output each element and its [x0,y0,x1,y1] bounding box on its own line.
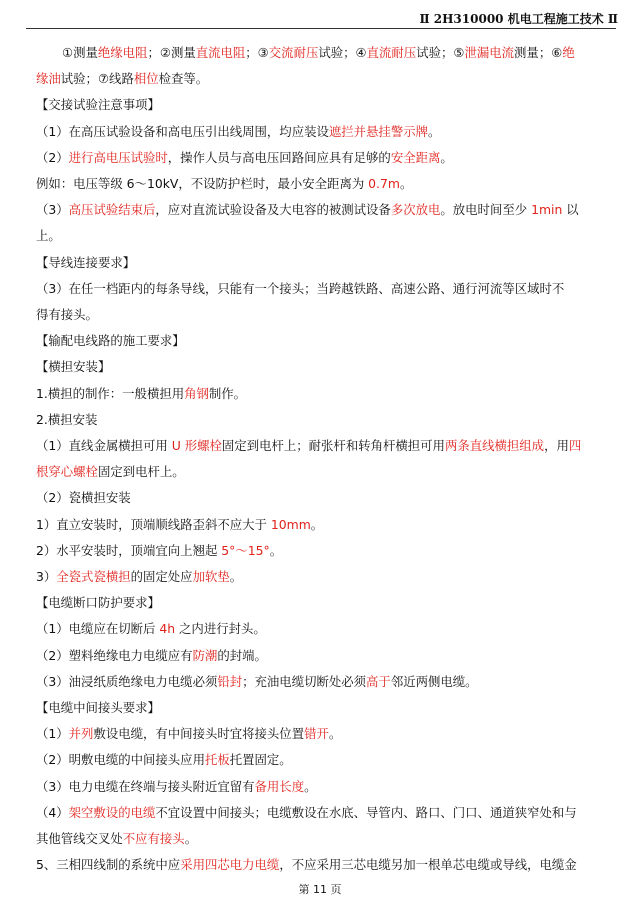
text-segment: 5、三相四线制的系统中应 [36,857,181,873]
text-line [36,695,604,721]
text-line [36,485,604,511]
highlighted-term: 相位 [133,71,159,87]
text-segment: （2） [36,149,69,165]
text-line [36,145,604,171]
text-segment: （4） [36,804,69,820]
text-segment: 固定到电杆上。 [97,464,185,480]
text-line [36,354,604,380]
text-line [36,616,604,642]
highlighted-term: 备用长度 [254,778,305,794]
text-line [36,643,604,669]
text-segment: ，用 [544,438,569,454]
text-segment: （2）瓷横担安装 [36,490,131,506]
text-segment: 。 [328,726,342,742]
text-segment: 。 [440,149,453,165]
highlighted-term: 架空敷设的电缆 [68,804,156,820]
highlighted-term: 交流耐压 [268,45,319,60]
text-segment: （1）电缆应在切断后 [36,621,160,637]
text-segment: （3）油浸纸质绝缘电力电缆必须 [36,673,218,689]
text-segment: （3）电力电缆在终端与接头附近宜留有 [36,778,255,794]
highlighted-term: 根穿心螺栓 [36,464,98,480]
highlighted-term: 采用四芯电力电缆 [180,857,280,873]
text-segment: 制作。 [208,385,247,401]
highlighted-term: 1min [531,202,563,218]
text-segment: 。 [428,123,441,139]
highlighted-term: 高于 [366,673,391,689]
page-body [36,40,604,879]
text-line [36,800,604,826]
text-segment: 上。 [36,228,61,244]
highlighted-term: 两条直线横担组成 [444,438,545,454]
text-segment: 的固定处应 [130,569,193,585]
text-segment: 【交接试验注意事项】 [36,97,160,113]
highlighted-term: 防潮 [192,647,218,663]
text-segment: 其他管线交叉处 [36,831,123,847]
text-segment: 3） [36,569,57,585]
highlighted-term: 5°～15° [221,542,270,558]
text-line [36,119,604,145]
highlighted-term: 加软垫 [192,569,230,585]
text-line [36,564,604,590]
text-line [36,747,604,773]
text-segment: 【输配电线路的施工要求】 [36,333,185,349]
text-line [36,669,604,695]
highlighted-term: 角钢 [184,385,209,401]
text-segment: 。放电时间至少 [440,202,532,218]
text-line [36,407,604,433]
text-line [36,590,604,616]
text-segment: ，操作人员与高电压回路间应具有足够的 [167,149,391,165]
highlighted-term: 全瓷式瓷横担 [56,569,131,585]
text-segment: （1）在高压试验设备和高电压引出线周围，均应装设 [36,123,329,139]
text-line [36,92,604,118]
text-line [36,852,604,878]
text-line [36,66,604,92]
highlighted-term: 不应有接头 [122,831,185,847]
text-segment: ；充油电缆切断处必须 [242,673,367,689]
text-segment: 检查等。 [158,71,209,87]
highlighted-term: U 形螺栓 [171,438,222,454]
text-line [36,433,604,459]
text-segment: 。 [310,516,324,532]
text-line [36,774,604,800]
text-segment: （1）直线金属横担可用 [36,438,172,454]
text-segment: 2）水平安装时，顶端宜向上翘起 [36,542,222,558]
highlighted-term: 遮拦并悬挂警示牌 [328,123,428,139]
highlighted-term: 四 [568,438,582,454]
text-segment: 。 [399,176,413,192]
text-segment: 不宜设置中间接头；电缆敷设在水底、导管内、路口、门口、通道狭窄处和与 [155,804,577,820]
highlighted-term: 缘油 [36,71,61,87]
highlighted-term: 进行高电压试验时 [68,149,168,165]
text-segment: ，应对直流试验设备及大电容的被测试设备 [155,202,391,218]
text-line [36,826,604,852]
page-number: 第 11 页 [298,883,342,896]
text-segment: （2）明敷电缆的中间接头应用 [36,752,205,768]
text-line [36,538,604,564]
text-segment: 以 [562,202,579,218]
text-segment: 试验；⑦线路 [60,71,134,87]
highlighted-term: 错开 [304,726,329,742]
text-segment: 。 [269,542,283,558]
text-segment: 试验；④ [318,45,367,60]
running-header: Ⅱ 2H310000 机电工程施工技术 Ⅱ [419,12,618,26]
text-segment: 固定到电杆上；耐张杆和转角杆横担可用 [221,438,445,454]
text-line [36,40,604,66]
text-segment: 。 [184,831,198,847]
text-line [36,171,604,197]
highlighted-term: 0.7m [368,176,400,192]
highlighted-term: 直流耐压 [366,45,417,60]
text-segment: 试验；⑤ [416,45,465,60]
highlighted-term: 泄漏电流 [464,45,515,60]
highlighted-term: 托板 [204,752,230,768]
text-segment: 之内进行封头。 [175,621,266,637]
highlighted-term: 10mm [270,516,311,532]
highlighted-term: 安全距离 [390,149,441,165]
text-line [36,302,604,328]
text-segment: 1.横担的制作：一般横担用 [36,385,185,401]
highlighted-term: 绝 [562,45,575,60]
text-line [36,512,604,538]
text-segment: 1）直立安装时，顶端顺线路歪斜不应大于 [36,516,271,532]
text-line [36,459,604,485]
highlighted-term: 并列 [68,726,94,742]
text-line [36,381,604,407]
text-line [36,197,604,223]
text-segment: 得有接头。 [36,307,98,323]
header-divider [26,28,616,29]
text-segment: 【导线连接要求】 [36,254,136,270]
text-segment: （3） [36,202,69,218]
text-segment: 【电缆断口防护要求】 [36,595,160,611]
text-line [36,276,604,302]
text-segment: （1） [36,726,69,742]
text-segment: 2.横担安装 [36,411,98,427]
text-segment: （3）在任一档距内的每条导线，只能有一个接头；当跨越铁路、高速公路、通行河流等区域时不 [36,280,565,296]
text-segment: 【电缆中间接头要求】 [36,700,160,716]
text-segment: 敷设电缆，有中间接头时宜将接头位置 [93,726,305,742]
text-segment: 邻近两侧电缆。 [390,673,478,689]
text-segment: 例如：电压等级 6～10kV，不设防护栏时，最小安全距离为 [36,176,369,192]
text-line [36,223,604,249]
text-segment: 测量；⑥ [514,45,563,60]
highlighted-term: 直流电阻 [195,45,246,60]
highlighted-term: 绝缘电阻 [97,45,148,60]
highlighted-term: 高压试验结束后 [68,202,156,218]
text-segment: ；②测量 [147,45,196,60]
highlighted-term: 铅封 [217,673,243,689]
text-segment: 。 [229,569,243,585]
text-line [36,250,604,276]
text-segment: ①测量 [62,45,98,60]
text-segment: 。 [304,778,317,794]
highlighted-term: 多次放电 [390,202,441,218]
text-segment: ，不应采用三芯电缆另加一根单芯电缆或导线，电缆金 [279,857,577,873]
text-line [36,721,604,747]
text-segment: 托置固定。 [229,752,292,768]
text-segment: 【横担安装】 [36,359,111,375]
text-segment: （2）塑料绝缘电力电缆应有 [36,647,193,663]
text-line [36,328,604,354]
text-segment: 的封端。 [217,647,267,663]
highlighted-term: 4h [159,621,176,637]
text-segment: ；③ [245,45,269,60]
